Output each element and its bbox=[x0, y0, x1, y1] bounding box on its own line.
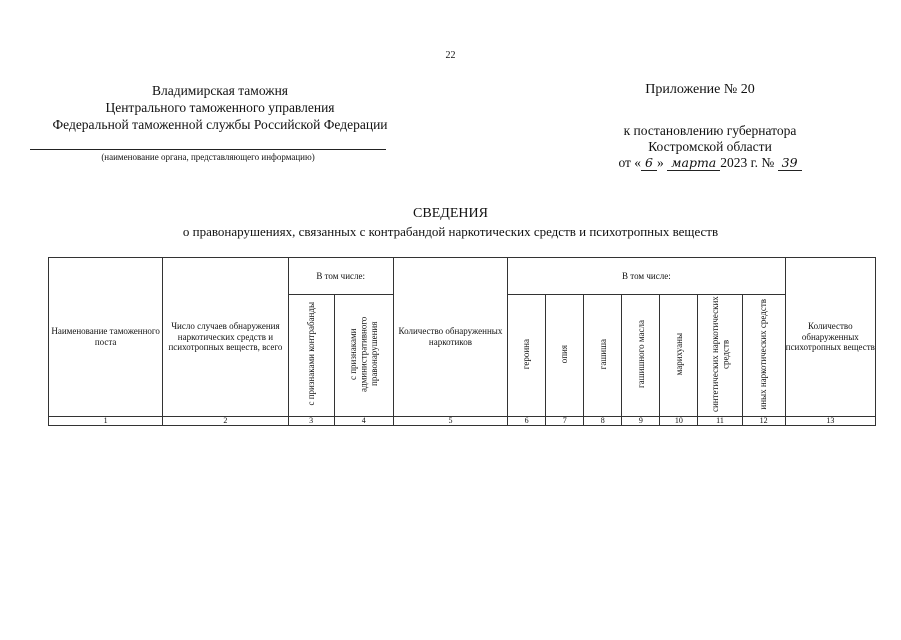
org-line-3: Федеральной таможенной службы Российской Федерации bbox=[52, 117, 388, 132]
resolution-reference bbox=[560, 123, 860, 171]
date-month: марта bbox=[667, 155, 720, 171]
org-underline bbox=[30, 149, 386, 150]
header-smuggling: с признаками контрабанды bbox=[288, 295, 334, 417]
header-other-narcotics: иных наркотических средств bbox=[742, 295, 785, 417]
col-number: 9 bbox=[622, 416, 660, 425]
header-narcotics-quantity: Количество обнаруженных наркотиков bbox=[393, 258, 507, 417]
resolution-line-2: Костромской области bbox=[648, 139, 772, 154]
header-synthetic: синтетических наркотических средств bbox=[698, 295, 742, 417]
col-number: 11 bbox=[698, 416, 742, 425]
col-number: 7 bbox=[546, 416, 584, 425]
offenses-table bbox=[48, 257, 876, 426]
document-subtitle: о правонарушениях, связанных с контрабандой наркотических средств и психотропных веществ bbox=[182, 224, 719, 239]
col-number: 10 bbox=[660, 416, 698, 425]
col-number: 8 bbox=[584, 416, 622, 425]
col-number: 2 bbox=[163, 416, 288, 425]
col-number: 13 bbox=[785, 416, 875, 425]
org-caption: (наименование органа, представляющего информацию) bbox=[101, 152, 315, 162]
appendix-title: Приложение № 20 bbox=[645, 82, 755, 97]
date-day: 6 bbox=[641, 155, 657, 171]
reporting-organization bbox=[20, 82, 420, 133]
resolution-date-line bbox=[560, 155, 860, 171]
header-heroin: героина bbox=[508, 295, 546, 417]
col-number: 3 bbox=[288, 416, 334, 425]
header-customs-post: Наименование таможенного поста bbox=[49, 258, 163, 417]
header-hash-oil: гашишного масла bbox=[622, 295, 660, 417]
col-number: 4 bbox=[334, 416, 393, 425]
col-number: 1 bbox=[49, 416, 163, 425]
header-marijuana: марихуаны bbox=[660, 295, 698, 417]
header-group-narcotics: В том числе: bbox=[508, 258, 786, 295]
date-prefix: от « bbox=[618, 155, 642, 170]
header-group-cases: В том числе: bbox=[288, 258, 393, 295]
resolution-line-1: к постановлению губернатора bbox=[623, 123, 797, 138]
org-line-2: Центрального таможенного управления bbox=[105, 100, 335, 115]
col-number: 12 bbox=[742, 416, 785, 425]
col-number: 6 bbox=[508, 416, 546, 425]
header-psychotropic-quantity: Количество обнаруженных психотропных веществ bbox=[785, 258, 875, 417]
date-year: 2023 г. № bbox=[720, 155, 775, 170]
header-hashish: гашиша bbox=[584, 295, 622, 417]
header-opium: опия bbox=[546, 295, 584, 417]
document-title: СВЕДЕНИЯ bbox=[413, 206, 488, 221]
resolution-number: 39 bbox=[778, 155, 802, 171]
date-quote: » bbox=[657, 155, 664, 170]
org-line-1: Владимирская таможня bbox=[151, 83, 289, 98]
header-total-cases: Число случаев обнаружения наркотических средств и психотропных веществ, всего bbox=[163, 258, 288, 417]
header-administrative: с признаками административного правонарушения bbox=[334, 295, 393, 417]
col-number: 5 bbox=[393, 416, 507, 425]
page-number: 22 bbox=[445, 50, 456, 61]
